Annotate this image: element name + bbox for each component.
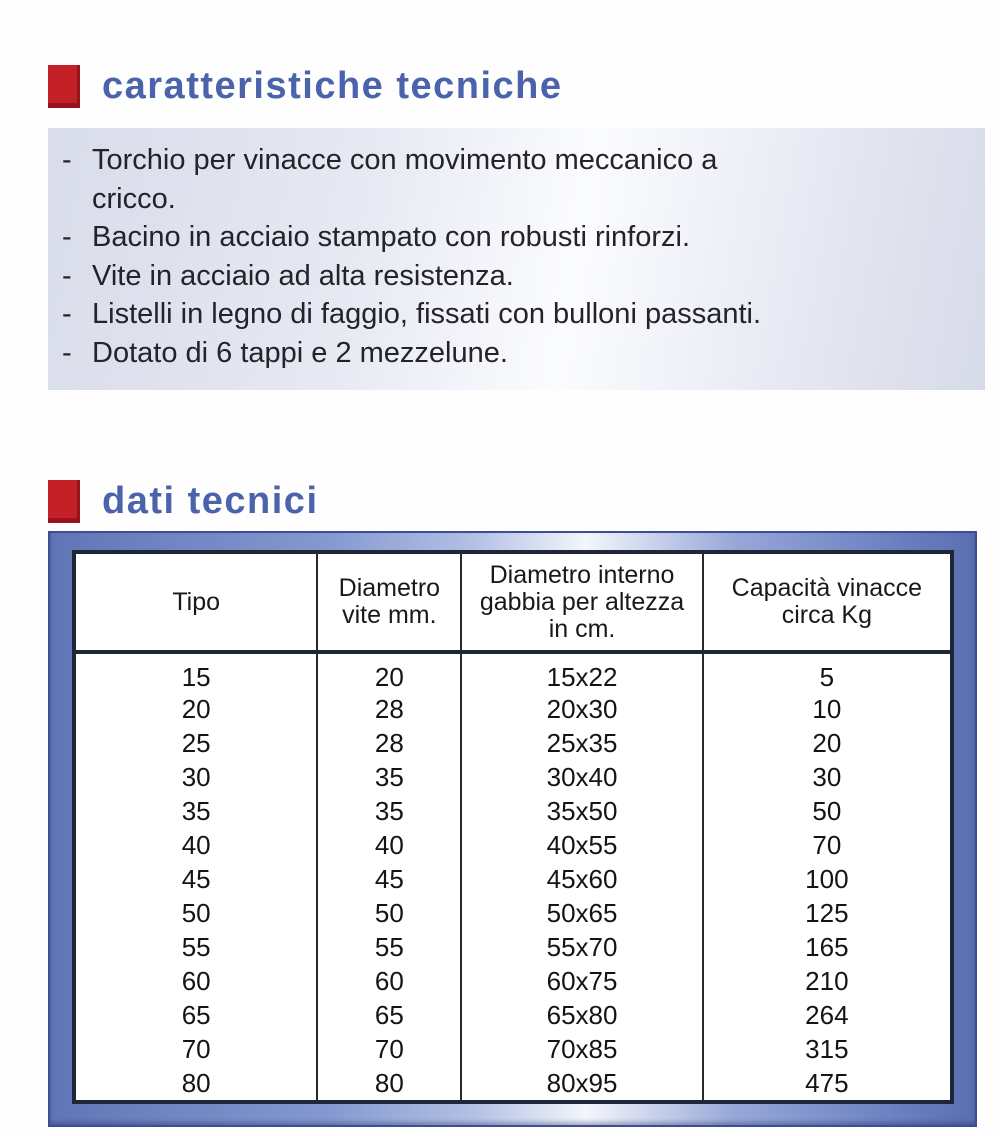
table-cell-diametro-vite: 40: [316, 829, 460, 863]
table-cell-tipo: 65: [181, 999, 211, 1030]
table-cell-diametro-interno: 15x22: [460, 654, 701, 693]
section-header-dati: [48, 477, 319, 525]
table-cell-diametro-vite: 60: [316, 964, 460, 998]
table-cell-tipo: 20: [181, 694, 211, 725]
table-row: [76, 654, 950, 693]
table-cell-diametro-interno: 20x30: [460, 693, 701, 727]
table-cell-diametro-vite: 55: [316, 930, 460, 964]
table-cell-tipo: 60: [181, 965, 211, 996]
table-row: [76, 1066, 950, 1100]
table-cell-capacita: 210: [702, 964, 950, 998]
table-cell-capacita: 100: [702, 863, 950, 897]
red-square-bullet-icon: [48, 480, 80, 523]
feature-item: [62, 141, 975, 218]
table-cell-capacita: 10: [702, 693, 950, 727]
bullet-dash: -: [62, 298, 72, 330]
feature-item: [62, 218, 975, 257]
table-cell-diametro-vite: 65: [316, 998, 460, 1032]
table-cell-tipo: 25: [181, 728, 211, 759]
table-cell-capacita: 5: [702, 654, 950, 693]
feature-text: Listelli in legno di faggio, fissati con bulloni passanti.: [92, 298, 762, 330]
feature-item: [62, 257, 975, 296]
table-cell-diametro-vite: 80: [316, 1066, 460, 1100]
table-cell-diametro-vite: 20: [316, 654, 460, 693]
table-row: [76, 795, 950, 829]
table-cell-diametro-interno: 80x95: [460, 1066, 701, 1100]
table-header-cell: Tipo: [172, 587, 221, 616]
feature-text: Dotato di 6 tappi e 2 mezzelune.: [92, 336, 508, 369]
table-header-row: [76, 554, 950, 654]
table-cell-tipo: 40: [181, 830, 211, 861]
table-cell-diametro-interno: 40x55: [460, 829, 701, 863]
table-cell-diametro-interno: 70x85: [460, 1032, 701, 1066]
table-row: [76, 727, 950, 761]
feature-item: [62, 334, 975, 373]
table-frame: [48, 531, 977, 1127]
table-row: [76, 998, 950, 1032]
table-cell-tipo: 55: [181, 931, 211, 962]
table-row: [76, 897, 950, 931]
table-cell-capacita: 315: [702, 1032, 950, 1066]
table-cell-diametro-interno: 25x35: [460, 727, 701, 761]
feature-item: [62, 295, 975, 334]
table-cell-capacita: 475: [702, 1066, 950, 1100]
table-cell-tipo: 15: [181, 662, 211, 692]
table-cell-capacita: 30: [702, 761, 950, 795]
table-cell-capacita: 264: [702, 998, 950, 1032]
table-row: [76, 863, 950, 897]
section-header-caratteristiche: [48, 62, 563, 110]
feature-text: Bacino in acciaio stampato con robusti rinforzi.: [92, 221, 691, 253]
bullet-dash: -: [62, 221, 72, 253]
table-cell-tipo: 45: [181, 864, 211, 895]
table-cell-capacita: 70: [702, 829, 950, 863]
table-cell-diametro-interno: 45x60: [460, 863, 701, 897]
technical-data-table: [72, 550, 954, 1104]
section-title-caratteristiche: caratteristiche tecniche: [102, 64, 563, 107]
table-cell-diametro-interno: 55x70: [460, 930, 701, 964]
table-header-cell: Diametro interno gabbia per altezza in cm.: [460, 554, 701, 650]
bullet-dash: -: [62, 336, 72, 369]
table-cell-diametro-vite: 28: [316, 727, 460, 761]
table-cell-diametro-vite: 35: [316, 761, 460, 795]
table-cell-diametro-vite: 28: [316, 693, 460, 727]
table-header-cell: Diametro vite mm.: [316, 554, 460, 650]
table-cell-diametro-interno: 65x80: [460, 998, 701, 1032]
bullet-dash: -: [62, 259, 72, 292]
feature-text: Vite in acciaio ad alta resistenza.: [92, 259, 514, 292]
table-row: [76, 964, 950, 998]
table-cell-tipo: 35: [181, 796, 211, 827]
table-cell-tipo: 80: [181, 1067, 211, 1098]
table-row: [76, 930, 950, 964]
table-cell-capacita: 20: [702, 727, 950, 761]
table-cell-diametro-vite: 35: [316, 795, 460, 829]
table-cell-diametro-vite: 45: [316, 863, 460, 897]
table-row: [76, 829, 950, 863]
table-cell-tipo: 30: [181, 762, 211, 793]
table-row: [76, 1032, 950, 1066]
table-cell-diametro-vite: 50: [316, 897, 460, 931]
table-cell-diametro-interno: 35x50: [460, 795, 701, 829]
table-header-cell: Capacità vinacce circa Kg: [702, 554, 950, 650]
table-row: [76, 693, 950, 727]
table-cell-diametro-vite: 70: [316, 1032, 460, 1066]
table-cell-capacita: 125: [702, 897, 950, 931]
table-cell-tipo: 70: [181, 1033, 211, 1064]
table-cell-tipo: 50: [181, 897, 211, 928]
features-box: [48, 128, 985, 390]
red-square-bullet-icon: [48, 65, 80, 108]
feature-text: Torchio per vinacce con movimento meccanico a cricco.: [92, 144, 718, 215]
table-cell-diametro-interno: 60x75: [460, 964, 701, 998]
table-cell-capacita: 165: [702, 930, 950, 964]
table-body: [76, 654, 950, 1100]
table-row: [76, 761, 950, 795]
table-cell-diametro-interno: 50x65: [460, 897, 701, 931]
table-cell-diametro-interno: 30x40: [460, 761, 701, 795]
table-cell-capacita: 50: [702, 795, 950, 829]
bullet-dash: -: [62, 144, 72, 176]
section-title-dati: dati tecnici: [102, 479, 319, 522]
